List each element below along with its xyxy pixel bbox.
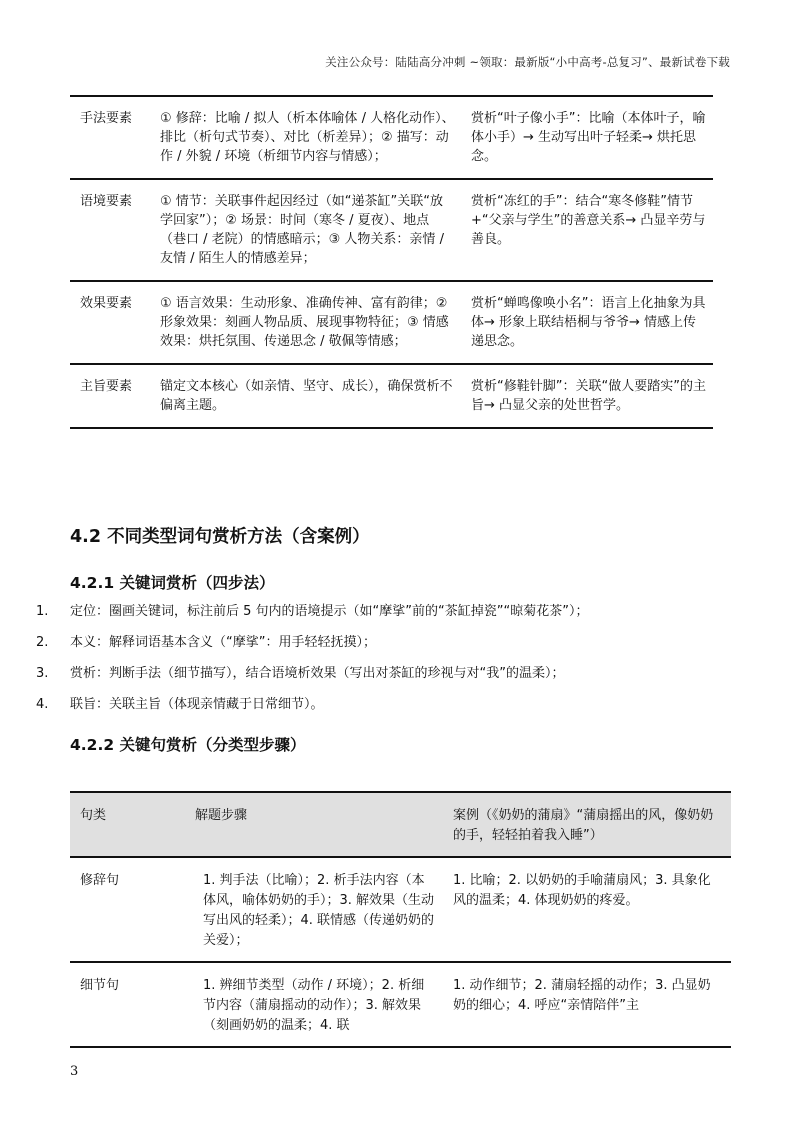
sentence-steps: 1. 判手法（比喻）；2. 析手法内容（本体风，喻体奶奶的手）；3. 解效果（生动写出风的轻柔）；4. 联情感（传递奶奶的关爱）； — [185, 857, 443, 962]
section-4-2-2-heading: 4.2.2 关键句赏析（分类型步骤） — [70, 736, 306, 754]
elements-table — [70, 95, 713, 429]
element-example: 赏析“修鞋针脚”：关联“做人要踏实”的主旨→ 凸显父亲的处世哲学。 — [461, 364, 713, 428]
list-number: 1. — [36, 604, 49, 619]
table-row — [70, 857, 731, 962]
element-example: 赏析“冻红的手”：结合“寒冬修鞋”情节 +“父亲与学生”的善意关系→ 凸显辛劳与善良。 — [461, 179, 713, 281]
section-4-2-heading: 4.2 不同类型词句赏析方法（含案例） — [70, 527, 370, 547]
page-number: 3 — [70, 1064, 79, 1079]
element-key: 语境要素 — [70, 179, 150, 281]
table-row — [70, 364, 713, 428]
keyword-steps-list — [36, 603, 736, 727]
table-row — [70, 962, 731, 1047]
list-text: 联旨：关联主旨（体现亲情藏于日常细节）。 — [70, 697, 324, 712]
column-header: 句类 — [70, 792, 185, 857]
list-text: 本义：解释词语基本含义（“摩挲”：用手轻轻抚摸）； — [70, 635, 376, 650]
page-header: 关注公众号：陆陆高分冲刺 ~领取：最新版“小中高考-总复习”、最新试卷下载 — [325, 55, 730, 69]
element-method: ① 修辞：比喻 / 拟人（析本体喻体 / 人格化动作）、排比（析句式节奏）、对比（析差异）；② 描写：动作 / 外貌 / 环境（析细节内容与情感）； — [150, 96, 461, 179]
sentence-type: 修辞句 — [70, 857, 185, 962]
sentence-example: 1. 动作细节；2. 蒲扇轻摇的动作；3. 凸显奶奶的细心；4. 呼应“亲情陪伴”主 — [443, 962, 731, 1047]
table-row — [70, 281, 713, 364]
list-number: 2. — [36, 635, 49, 650]
element-example: 赏析“叶子像小手”：比喻（本体叶子，喻体小手）→ 生动写出叶子轻柔→ 烘托思念。 — [461, 96, 713, 179]
section-4-2-1-heading: 4.2.1 关键词赏析（四步法） — [70, 574, 275, 592]
sentence-example: 1. 比喻；2. 以奶奶的手喻蒲扇风；3. 具象化风的温柔；4. 体现奶奶的疼爱。 — [443, 857, 731, 962]
table-row — [70, 96, 713, 179]
list-number: 3. — [36, 666, 49, 681]
sentence-type: 细节句 — [70, 962, 185, 1047]
element-method: 锚定文本核心（如亲情、坚守、成长），确保赏析不偏离主题。 — [150, 364, 461, 428]
sentence-types-table — [70, 791, 731, 1048]
list-item — [36, 603, 736, 621]
table-row — [70, 179, 713, 281]
list-item — [36, 634, 736, 652]
element-key: 手法要素 — [70, 96, 150, 179]
column-header: 案例（《奶奶的蒲扇》“蒲扇摇出的风，像奶奶的手，轻轻拍着我入睡”） — [443, 792, 731, 857]
element-key: 主旨要素 — [70, 364, 150, 428]
element-key: 效果要素 — [70, 281, 150, 364]
list-text: 定位：圈画关键词，标注前后 5 句内的语境提示（如“摩挲”前的“茶缸掉瓷”“晾菊花茶”）； — [70, 604, 589, 619]
table-header-row — [70, 792, 731, 857]
sentence-steps: 1. 辨细节类型（动作 / 环境）；2. 析细节内容（蒲扇摇动的动作）；3. 解效果（刻画奶奶的温柔；4. 联 — [185, 962, 443, 1047]
element-method: ① 情节：关联事件起因经过（如“递茶缸”关联“放学回家”）；② 场景：时间（寒冬 / 夏夜）、地点（巷口 / 老院）的情感暗示；③ 人物关系：亲情 / 友情 / 陌生人的情感差异； — [150, 179, 461, 281]
element-example: 赏析“蝉鸣像唤小名”：语言上化抽象为具体→ 形象上联结梧桐与爷爷→ 情感上传递思念。 — [461, 281, 713, 364]
element-method: ① 语言效果：生动形象、准确传神、富有韵律；② 形象效果：刻画人物品质、展现事物特征；③ 情感效果：烘托氛围、传递思念 / 敬佩等情感； — [150, 281, 461, 364]
list-item — [36, 665, 736, 683]
list-text: 赏析：判断手法（细节描写），结合语境析效果（写出对茶缸的珍视与对“我”的温柔）； — [70, 666, 565, 681]
column-header: 解题步骤 — [185, 792, 443, 857]
list-number: 4. — [36, 697, 49, 712]
list-item — [36, 696, 736, 714]
